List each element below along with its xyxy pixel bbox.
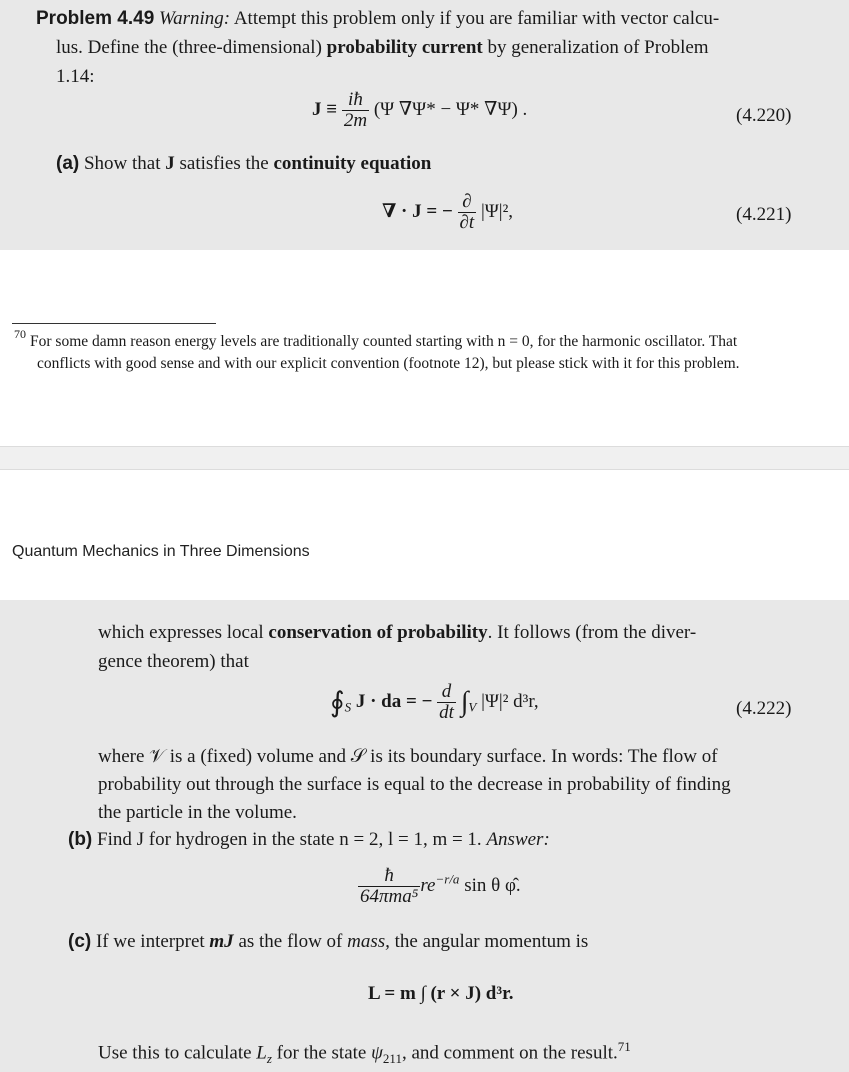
answer-exponent: −r/a <box>435 871 460 887</box>
problem-line-1 <box>36 8 719 30</box>
part-a-J: J <box>165 153 175 174</box>
part-c-text-b: as the flow of <box>238 931 343 952</box>
warning-text: Attempt this problem only if you are familiar with vector calcu- <box>233 8 720 29</box>
last-psi-sub: 211 <box>382 1051 402 1067</box>
section-header: Quantum Mechanics in Three Dimensions <box>12 543 310 560</box>
eq222-contour-integral: ∮ <box>330 687 345 719</box>
part-b-text: Find J for hydrogen in the state n = 2, l = 1, m = 1. <box>97 829 482 850</box>
where-line-2: probability out through the surface is equal to the decrease in probability of finding <box>98 774 731 795</box>
eq220-fraction <box>342 90 369 131</box>
last-z-sub: z <box>266 1051 272 1067</box>
probability-current-term: probability current <box>326 37 483 58</box>
footnote-rule <box>12 323 216 324</box>
eq221-fraction <box>458 192 477 233</box>
problem-line-3: 1.14: <box>56 66 95 87</box>
equation-4-221 <box>382 192 513 233</box>
footnote-number: 70 <box>14 327 26 341</box>
part-c-label: (c) <box>68 931 92 952</box>
eq221-lhs: ∇ · J = − <box>382 200 453 222</box>
where-line-3: the particle in the volume. <box>98 802 297 823</box>
part-a <box>56 153 431 175</box>
answer-fraction <box>358 866 420 907</box>
problem-line-2-a: lus. Define the (three-dimensional) <box>56 37 322 58</box>
footnote-line-2: conflicts with good sense and with our explicit convention (footnote 12), but please stick with it for this problem. <box>37 355 740 372</box>
last-line <box>98 1039 631 1067</box>
footnote-ref-71[interactable]: 71 <box>617 1039 631 1054</box>
equation-L: L = m ∫ (r × J) d³r. <box>368 983 514 1004</box>
problem-line-2-b: by generalization of Problem <box>487 37 709 58</box>
last-line-c: , and comment on the result. <box>401 1042 618 1064</box>
where-line-1: where 𝒱 is a (fixed) volume and 𝒮 is its boundary surface. In words: The flow of <box>98 746 718 767</box>
eq220-tag: (4.220) <box>736 105 792 126</box>
equation-4-220 <box>312 90 527 131</box>
continuity-equation-term: continuity equation <box>273 153 432 174</box>
eq222-sub-s: S <box>344 699 352 715</box>
eq221-rhs: |Ψ|², <box>480 200 514 222</box>
eq221-tag: (4.221) <box>736 204 792 225</box>
part-b <box>68 829 550 851</box>
part-b-label: (b) <box>68 829 93 850</box>
continued-p1-a: which expresses local <box>98 622 264 643</box>
warning-word: Warning: <box>159 8 231 29</box>
part-c-mass: mass, <box>347 931 390 952</box>
eq222-integral: ∫ <box>460 686 469 718</box>
eq222-mid: J · da = − <box>355 690 433 712</box>
eq222-denominator: dt <box>439 701 454 723</box>
part-a-label: (a) <box>56 153 80 174</box>
problem-label: Problem 4.49 <box>36 8 155 29</box>
footnote-line-1: For some damn reason energy levels are traditionally counted starting with n = 0, for the harmonic oscillator. That <box>30 333 738 350</box>
eq221-numerator: ∂ <box>458 192 477 213</box>
eq222-sub-v: V <box>468 699 477 715</box>
answer-numerator: ħ <box>358 866 420 887</box>
eq220-denominator: 2m <box>343 109 368 131</box>
answer-formula <box>358 866 521 907</box>
problem-line-2 <box>56 37 709 59</box>
part-c-text-c: the angular momentum is <box>394 931 589 952</box>
part-b-answer-label: Answer: <box>486 829 550 850</box>
eq222-numerator: d <box>437 682 456 703</box>
conservation-of-probability-term: conservation of probability <box>268 622 488 643</box>
part-c <box>68 931 588 953</box>
part-c-text-a: If we interpret <box>95 931 205 952</box>
last-line-b: for the state <box>276 1042 367 1064</box>
continued-line-2: gence theorem) that <box>98 651 249 672</box>
eq222-fraction <box>437 682 456 723</box>
eq220-rhs: (Ψ ∇Ψ* − Ψ* ∇Ψ) . <box>373 98 528 120</box>
equation-4-222 <box>330 682 539 723</box>
eq222-rhs: |Ψ|² d³r, <box>481 690 539 712</box>
continued-line-1 <box>98 622 696 644</box>
part-a-text: Show that <box>83 153 161 174</box>
eq220-lhs: J ≡ <box>312 98 338 120</box>
part-a-mid: satisfies the <box>179 153 269 174</box>
answer-denominator: 64πma⁵ <box>360 885 419 907</box>
eq221-denominator: ∂t <box>459 211 475 233</box>
answer-tail: sin θ φ̂. <box>464 874 521 896</box>
continued-p1-b: . It follows (from the diver- <box>487 622 697 643</box>
last-psi: ψ <box>371 1042 383 1064</box>
footnote-70 <box>14 327 738 350</box>
page-separator <box>0 446 849 470</box>
last-line-a: Use this to calculate <box>98 1042 252 1064</box>
part-c-mJ: mJ <box>209 931 234 952</box>
eq220-numerator: iħ <box>342 90 369 111</box>
eq222-tag: (4.222) <box>736 698 792 719</box>
answer-re: re <box>420 874 436 896</box>
last-Lz: L <box>256 1042 267 1064</box>
